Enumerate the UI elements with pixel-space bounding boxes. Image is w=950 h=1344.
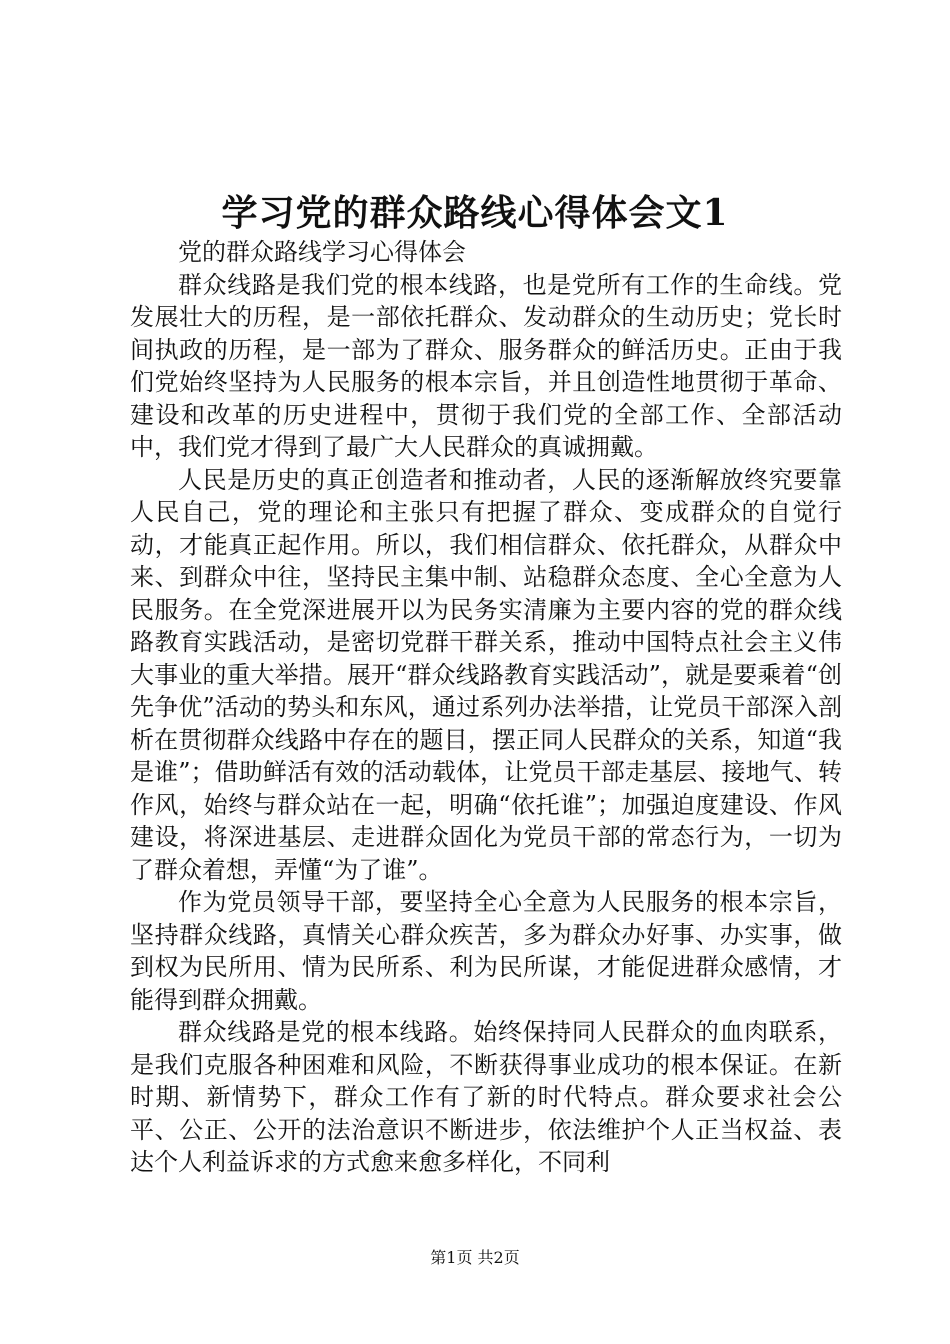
page-indicator: 第1页 共2页: [430, 1248, 520, 1267]
document-subheading: 党的群众路线学习心得体会: [178, 238, 466, 266]
paragraph: 作为党员领导干部，要坚持全心全意为人民服务的根本宗旨，坚持群众线路，真情关心群众疾苦，多为群众办好事、办实事，做到权为民所用、情为民所系、利为民所谋，才能促进群众感情，才能得到群众拥戴。: [130, 888, 842, 1014]
paragraph: 群众线路是我们党的根本线路，也是党所有工作的生命线。党发展壮大的历程，是一部依托群众、发动群众的生动历史；党长时间执政的历程，是一部为了群众、服务群众的鲜活历史。正由于我们党始终坚持为人民服务的根本宗旨，并且创造性地贯彻于革命、建设和改革的历史进程中，贯彻于我们党的全部工作、全部活动中，我们党才得到了最广大人民群众的真诚拥戴。: [130, 270, 842, 461]
paragraph: 人民是历史的真正创造者和推动者，人民的逐渐解放终究要靠人民自己，党的理论和主张只有把握了群众、变成群众的自觉行动，才能真正起作用。所以，我们相信群众、依托群众，从群众中来、到群众中往，坚持民主集中制、站稳群众态度、全心全意为人民服务。在全党深进展开以为民务实清廉为主要内容的党的群众线路教育实践活动，是密切党群干群关系，推动中国特点社会主义伟大事业的重大举措。展开“群众线路教育实践活动”，就是要乘着“创先争优”活动的势头和东风，通过系列办法举措，让党员干部深入剖析在贯彻群众线路中存在的题目，摆正同人民群众的关系，知道“我是谁”；借助鲜活有效的活动载体，让党员干部走基层、接地气、转作风，始终与群众站在一起，明确“依托谁”；加强迫度建设、作风建设，将深进基层、走进群众固化为党员干部的常态行为，一切为了群众着想，弄懂“为了谁”。: [130, 465, 842, 884]
paragraph: 群众线路是党的根本线路。始终保持同人民群众的血肉联系，是我们克服各种困难和风险，不断获得事业成功的根本保证。在新时期、新情势下，群众工作有了新的时代特点。群众要求社会公平、公正、公开的法治意识不断进步，依法维护个人正当权益、表达个人利益诉求的方式愈来愈多样化，不同利: [130, 1018, 842, 1176]
document-body: [130, 236, 842, 1179]
document-title: 学习党的群众路线心得体会文1: [221, 192, 729, 234]
